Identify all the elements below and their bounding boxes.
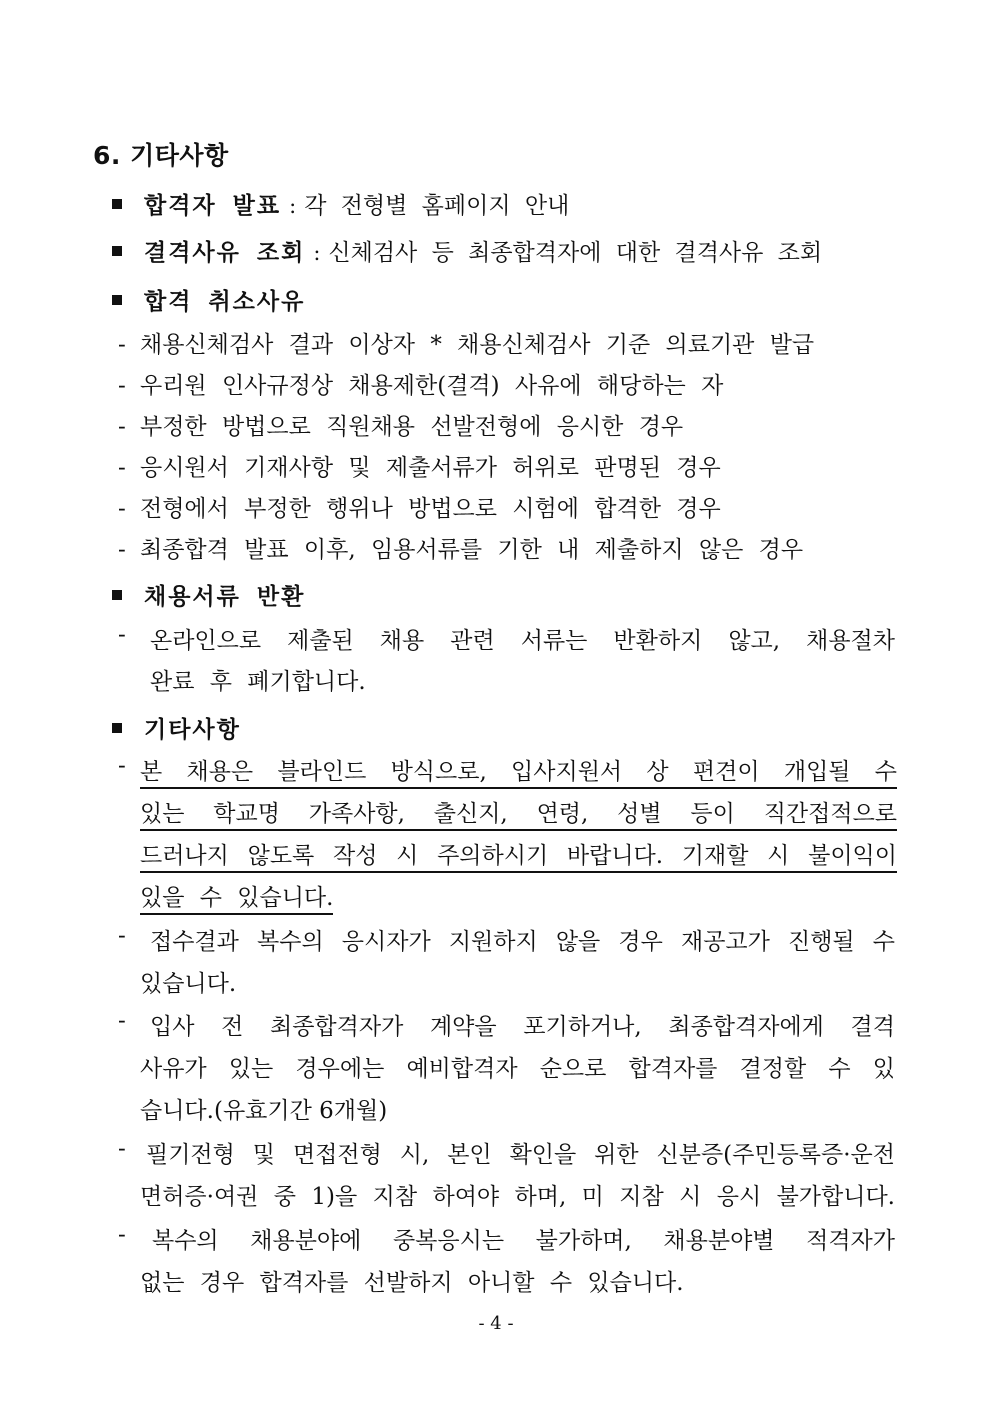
announcement-label: 합격자 발표: [144, 193, 282, 219]
document-return-label: 채용서류 반환: [144, 584, 306, 610]
cancellation-label: 합격 취소사유: [144, 289, 306, 315]
reserve-line: 사유가 있는 경우에는 예비합격자 순으로 합격자를 결정할 수 있: [140, 1056, 895, 1082]
dash-marker: -: [118, 622, 126, 648]
id-notice-line: 면허증·여권 중 1)을 지참 하여야 하며, 미 지참 시 응시 불가합니다.: [140, 1184, 895, 1210]
bullet-announcement: [112, 187, 569, 220]
disqualification-text: 신체검사 등 최종합격자에 대한 결격사유 조회: [328, 240, 823, 266]
announcement-text: 각 전형별 홈페이지 안내: [304, 193, 570, 219]
cancel-item: - 채용신체검사 결과 이상자 * 채용신체검사 기준 의료기관 발급: [118, 332, 815, 358]
dash-marker: -: [118, 753, 126, 779]
dash-marker: -: [118, 1222, 126, 1248]
reserve-line: 습니다.(유효기간 6개월): [140, 1098, 388, 1124]
reserve-line: 입사 전 최종합격자가 계약을 포기하거나, 최종합격자에게 결격: [150, 1014, 895, 1040]
id-notice-line: 필기전형 및 면접전형 시, 본인 확인을 위한 신분증(주민등록증·운전: [146, 1142, 895, 1168]
section-title: 6. 기타사항: [93, 141, 229, 170]
blind-notice-line: 있을 수 있습니다.: [140, 879, 333, 915]
square-bullet-icon: [112, 199, 122, 209]
announcement-sep: :: [289, 194, 297, 218]
square-bullet-icon: [112, 246, 122, 256]
readvertise-line: 접수결과 복수의 응시자가 지원하지 않을 경우 재공고가 진행될 수: [150, 929, 895, 955]
readvertise-line: 있습니다.: [140, 971, 237, 997]
bullet-disqualification-check: [112, 234, 822, 267]
cancel-item: - 최종합격 발표 이후, 임용서류를 기한 내 제출하지 않은 경우: [118, 537, 804, 563]
return-line: 온라인으로 제출된 채용 관련 서류는 반환하지 않고, 채용절차: [150, 628, 895, 654]
disqualification-label: 결격사유 조회: [144, 240, 306, 266]
cancel-item: - 전형에서 부정한 행위나 방법으로 시험에 합격한 경우: [118, 496, 721, 522]
bullet-cancellation-reasons: [112, 283, 305, 316]
dash-marker: -: [118, 1136, 126, 1162]
duplicate-apply-line: 복수의 채용분야에 중복응시는 불가하며, 채용분야별 적격자가: [152, 1228, 895, 1254]
duplicate-apply-line: 없는 경우 합격자를 선발하지 아니할 수 있습니다.: [140, 1270, 684, 1296]
cancel-item: - 부정한 방법으로 직원채용 선발전형에 응시한 경우: [118, 414, 684, 440]
square-bullet-icon: [112, 295, 122, 305]
misc-label: 기타사항: [144, 717, 241, 743]
return-line: 완료 후 폐기합니다.: [150, 669, 366, 695]
cancel-item: - 우리원 인사규정상 채용제한(결격) 사유에 해당하는 자: [118, 373, 724, 399]
disqualification-sep: :: [313, 241, 321, 265]
dash-marker: -: [118, 1008, 126, 1034]
bullet-misc: [112, 711, 241, 744]
dash-marker: -: [118, 923, 126, 949]
blind-notice-line: 드러나지 않도록 작성 시 주의하시기 바랍니다. 기재할 시 불이익이: [140, 837, 897, 873]
cancel-item: - 응시원서 기재사항 및 제출서류가 허위로 판명된 경우: [118, 455, 721, 481]
page-number: - 4 -: [478, 1313, 514, 1334]
square-bullet-icon: [112, 590, 122, 600]
blind-notice-line: 본 채용은 블라인드 방식으로, 입사지원서 상 편견이 개입될 수: [140, 753, 897, 789]
blind-notice-line: 있는 학교명 가족사항, 출신지, 연령, 성별 등이 직간접적으로: [140, 795, 897, 831]
bullet-document-return: [112, 578, 305, 611]
square-bullet-icon: [112, 723, 122, 733]
